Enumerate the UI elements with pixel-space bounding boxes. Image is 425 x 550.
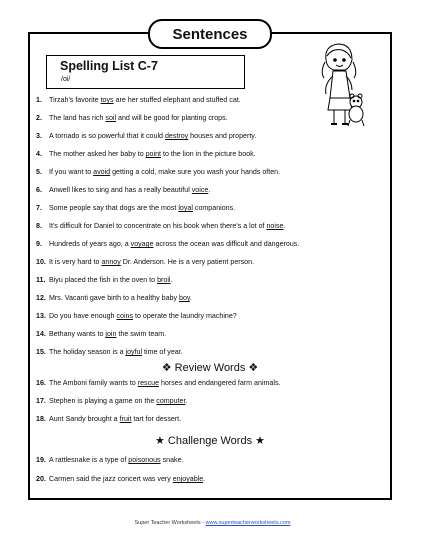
sentence-row: 20. Carmen said the jazz concert was very enjoyable. <box>36 475 206 483</box>
sentence-row: 17. Stephen is playing a game on the computer. <box>36 397 188 405</box>
sentence-row: 15. The holiday season is a joyful time of year. <box>36 348 183 356</box>
sentence-row: 11. Biyu placed the fish in the oven to broil. <box>36 276 173 284</box>
spelling-list-title: Spelling List C-7 <box>60 59 158 73</box>
sentence-row: 9. Hundreds of years ago, a voyage across the ocean was difficult and dangerous. <box>36 240 300 248</box>
page-title: Sentences <box>148 19 272 49</box>
sentence-row: 4. The mother asked her baby to point to the lion in the picture book. <box>36 150 256 158</box>
sentence-row: 16. The Amboni family wants to rescue horses and endangered farm animals. <box>36 379 281 387</box>
sentence-row: 2. The land has rich soil and will be good for planting crops. <box>36 114 228 122</box>
sentence-row: 19. A rattlesnake is a type of poisonous snake. <box>36 456 184 464</box>
footer-link[interactable]: www.superteacherworksheets.com <box>205 520 291 526</box>
sentence-row: 5. If you want to avoid getting a cold, make sure you wash your hands often. <box>36 168 281 176</box>
sentence-row: 12. Mrs. Vacanti gave birth to a healthy baby boy. <box>36 294 192 302</box>
challenge-words-heading: ★ Challenge Words ★ <box>154 435 265 447</box>
sentence-row: 18. Aunt Sandy brought a fruit tart for dessert. <box>36 415 182 423</box>
spelling-list-box <box>46 55 245 89</box>
footer <box>0 520 425 526</box>
sentence-row: 1. Tirzah's favorite toys are her stuffed elephant and stuffed cat. <box>36 96 241 104</box>
sentence-row: 3. A tornado is so powerful that it could destroy houses and property. <box>36 132 257 140</box>
spelling-list-pattern: /oi/ <box>61 76 71 83</box>
sentence-row: 7. Some people say that dogs are the most loyal companions. <box>36 204 236 212</box>
review-words-heading: ❖ Review Words ❖ <box>161 362 259 374</box>
sentence-row: 8. It's difficult for Daniel to concentrate on his book when there's a lot of noise. <box>36 222 286 230</box>
sentence-row: 6. Anwell likes to sing and has a really beautiful voice. <box>36 186 211 194</box>
footer-text: Super Teacher Worksheets - <box>134 520 206 526</box>
sentence-row: 10. It is very hard to annoy Dr. Anderson. He is a very patient person. <box>36 258 255 266</box>
sentence-row: 14. Bethany wants to join the swim team. <box>36 330 167 338</box>
girl-with-teddy-bear-icon <box>312 38 368 130</box>
sentence-row: 13. Do you have enough coins to operate the laundry machine? <box>36 312 237 320</box>
